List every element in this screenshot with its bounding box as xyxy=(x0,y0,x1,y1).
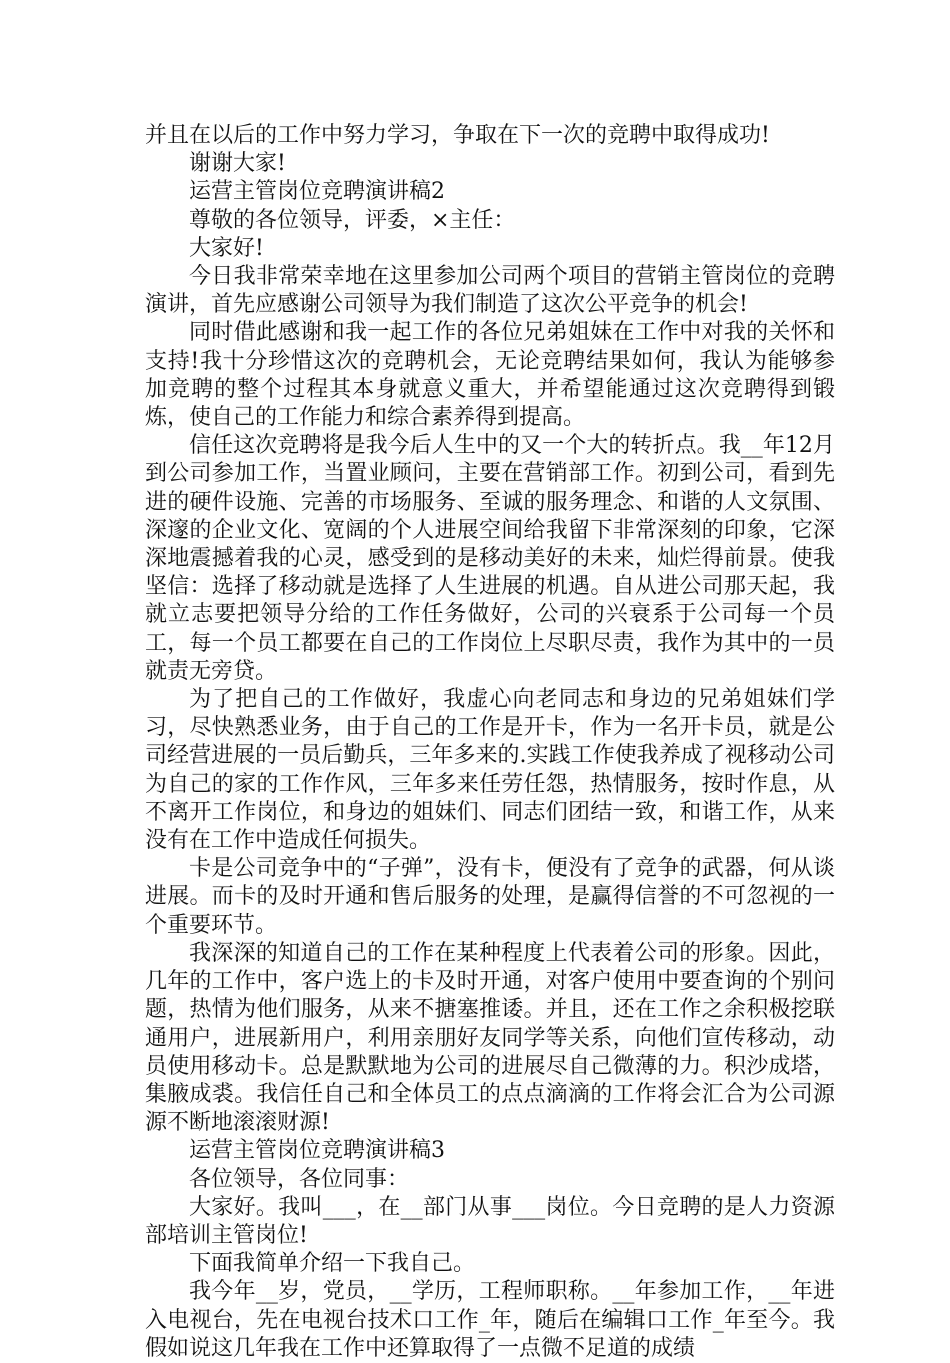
paragraph: 大家好。我叫___，在__部门从事___岗位。今日竞聘的是人力资源部培训主管岗位! xyxy=(145,1194,835,1248)
paragraph: 今日我非常荣幸地在这里参加公司两个项目的营销主管岗位的竞聘演讲，首先应感谢公司领导为我们制造了这次公平竞争的机会! xyxy=(145,264,835,318)
paragraph: 下面我简单介绍一下我自己。 xyxy=(189,1251,476,1277)
section-heading-2: 运营主管岗位竞聘演讲稿2 xyxy=(189,179,445,205)
paragraph-thanks: 谢谢大家! xyxy=(189,151,286,177)
paragraph: 我深深的知道自己的工作在某种程度上代表着公司的形象。因此，几年的工作中，客户选上的卡及时开通，对客户使用中要查询的个别问题，热情为他们服务，从来不搪塞推诿。并且，还在工作之余积极挖联通用户，进展新用户，利用亲朋好友同学等关系，向他们宣传移动，动员使用移动卡。总是默默地为公司的进展尽自己微薄的力。积沙成塔，集腋成裘。我信任自己和全体员工的点点滴滴的工作将会汇合为公司源源不断地滚滚财源! xyxy=(145,940,835,1136)
paragraph-continuation: 并且在以后的工作中努力学习，争取在下一次的竞聘中取得成功! xyxy=(145,123,770,148)
section-heading-3: 运营主管岗位竞聘演讲稿3 xyxy=(189,1138,445,1164)
salutation: 各位领导，各位同事： xyxy=(189,1166,410,1192)
paragraph: 为了把自己的工作做好，我虚心向老同志和身边的兄弟姐妹们学习，尽快熟悉业务，由于自己的工作是开卡，作为一名开卡员，就是公司经营进展的一员后勤兵，三年多来的.实践工作使我养成了视移动公司为自己的家的工作作风，三年多来任劳任怨，热情服务，按时作息，从不离开工作岗位，和身边的姐妹们、同志们团结一致，和谐工作，从来没有在工作中造成任何损失。 xyxy=(145,687,835,854)
salutation: 尊敬的各位领导，评委，×主任： xyxy=(189,207,516,233)
paragraph: 同时借此感谢和我一起工作的各位兄弟姐妹在工作中对我的关怀和支持!我十分珍惜这次的竞聘机会，无论竞聘结果如何，我认为能够参加竞聘的整个过程其本身就意义重大，并希望能通过这次竞聘得到锻炼，使自己的工作能力和综合素养得到提高。 xyxy=(145,320,835,431)
greeting: 大家好! xyxy=(189,235,264,261)
document-page xyxy=(145,122,835,1363)
paragraph: 我今年__岁，党员，__学历，工程师职称。__年参加工作，__年进入电视台，先在电视台技术口工作_年，随后在编辑口工作_年至今。我假如说这几年我在工作中还算取得了一点微不足道的成绩 xyxy=(145,1279,835,1361)
paragraph: 卡是公司竞争中的“子弹”，没有卡，便没有了竞争的武器，何从谈进展。而卡的及时开通和售后服务的处理，是赢得信誉的不可忽视的一个重要环节。 xyxy=(145,856,835,938)
paragraph: 信任这次竞聘将是我今后人生中的又一个大的转折点。我__年12月到公司参加工作，当置业顾问，主要在营销部工作。初到公司，看到先进的硬件设施、完善的市场服务、至诚的服务理念、和谐的人文氛围、深邃的企业文化、宽阔的个人进展空间给我留下非常深刻的印象，它深深地震撼着我的心灵，感受到的是移动美好的未来，灿烂得前景。使我坚信：选择了移动就是选择了人生进展的机遇。自从进公司那天起，我就立志要把领导分给的工作任务做好，公司的兴衰系于公司每一个员工，每一个员工都要在自己的工作岗位上尽职尽责，我作为其中的一员就责无旁贷。 xyxy=(145,433,835,684)
